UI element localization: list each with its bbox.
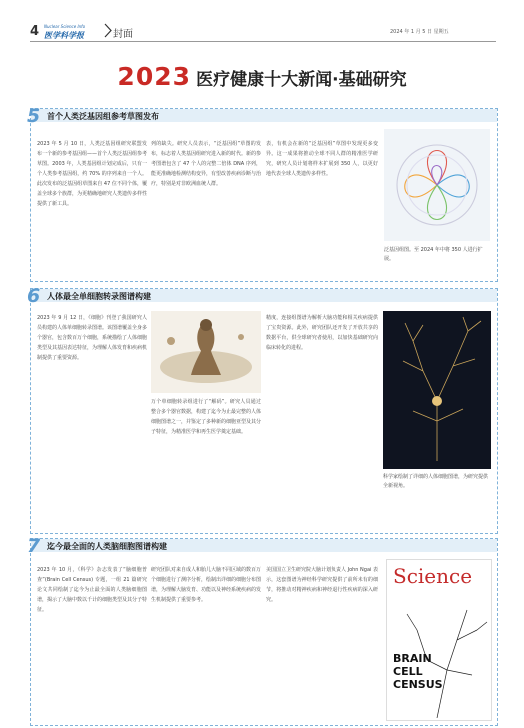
article-column: 列的缺失。研究人员表示，“泛基因组”草图的发布，标志着人类基因组研究进入新的时代。新的参考图谱包含了 47 个人的完整二倍体 DNA 序列，能更准确地检测结构变异，有望改善疾病诊断与治疗，特别是对非欧洲血统人群。	[151, 141, 261, 187]
logo-chinese: 医学科学报	[44, 31, 84, 40]
article-headline[interactable]: 迄今最全面的人类脑细胞图谱构建	[47, 542, 167, 551]
page-number: 4	[30, 24, 40, 39]
image-caption: 泛基因组图。至 2024 年中将 350 人进行扩展。	[384, 247, 483, 262]
image-caption: 科学家绘制了详细的人体细胞图谱，为研究提供全新视角。	[383, 474, 489, 489]
article-column: 精度，连接组图谱为解析大脑功能和相关疾病提供了宝贵资源。此外，研究团队还开发了开放共享的数据平台，供全球研究者使用，以加快基础研究向临床转化的进程。	[266, 315, 378, 351]
article-column: 万个单细胞转录组进行了“解码”。研究人员通过整合多个器官数据，构建了迄今为止最完整的人体细胞图谱之一，并鉴定了多种新的细胞亚型及其分子特征，为精准医学和再生医学奠定基础。	[151, 399, 261, 435]
article-column: 表，有机会在新的“泛基因组”草图中发现更多变异。这一成果将推动全球不同人群的精准医学研究，研究人员计划将样本扩展到 350 人，以更好地代表全球人类遗传多样性。	[266, 141, 378, 177]
publish-date: 2024 年 1 月 5 日 星期五	[390, 29, 449, 35]
chevron-right-icon	[104, 23, 112, 38]
article-column: 美国国立卫生研究院大脑计划负责人 John Ngai 表示，这套图谱为神经科学研究提供了前所未有的细节，将推动对精神疾病和神经退行性疾病的深入研究。	[266, 567, 378, 603]
cover-title: Science	[393, 564, 473, 588]
article-number: 7	[27, 535, 41, 557]
article-column: 研究团队对来自成人和胎儿大脑不同区域的数百万个细胞进行了测序分析，绘制出详细的细胞分布图谱，为理解大脑发育、功能以及神经系统疾病的发生机制提供了重要参考。	[151, 567, 261, 603]
article-number: 5	[27, 105, 41, 127]
neuron-illustration	[383, 311, 491, 469]
page-header	[0, 0, 524, 46]
article-7	[27, 535, 498, 726]
title-text: 医疗健康十大新闻·基础研究	[196, 70, 407, 90]
pangenome-illustration	[384, 129, 490, 241]
title-year: 2023	[117, 62, 192, 91]
section-name: 封面	[113, 29, 133, 40]
article-column: 2023 年 10 月，《科学》杂志发表了“脑细胞普查”(Brain Cell Census) 专题，一组 21 篇研究论文共同绘制了迄今为止最全面的人类脑细胞图谱，揭示了大脑中数以千计的细胞类型及其分子特征。	[37, 567, 147, 613]
article-5	[27, 105, 498, 282]
neuron-image	[383, 311, 491, 469]
article-column: 2023 年 5 月 10 日，人类泛基因组研究联盟发布一个新的参考基因组——首个人类泛基因组参考草图。2003 年，人类基因组计划完成后，只有一个人类参考基因组，约 70% 的序列来自一个人。此次发布的泛基因组草图来自 47 位不同个体，覆盖全球多个族群，为更精确地研究人类遗传多样性提供了新工具。	[37, 141, 147, 207]
pangenome-image	[384, 129, 490, 241]
cell-atlas-image	[151, 311, 261, 393]
cover-headline: BRAIN CELL CENSUS	[393, 652, 443, 691]
article-number: 6	[27, 285, 41, 307]
cell-atlas-illustration	[151, 311, 261, 393]
science-cover-image	[386, 559, 492, 721]
article-headline[interactable]: 人体最全单细胞转录图谱构建	[47, 292, 151, 301]
article-6	[27, 285, 498, 534]
header-divider	[30, 41, 496, 42]
page-title	[0, 62, 524, 91]
article-column: 2023 年 9 月 12 日，《细胞》刊登了我国研究人员构建的人体单细胞转录图谱。该图谱覆盖全身多个器官，包含数百万个细胞，系统描绘了人体细胞类型及其基因表达特征，为理解人体发育和疾病机制提供了重要资源。	[37, 315, 147, 361]
article-headline[interactable]: 首个人类泛基因组参考草图发布	[47, 112, 159, 121]
logo-english: Nuclear Science Info	[44, 24, 86, 29]
